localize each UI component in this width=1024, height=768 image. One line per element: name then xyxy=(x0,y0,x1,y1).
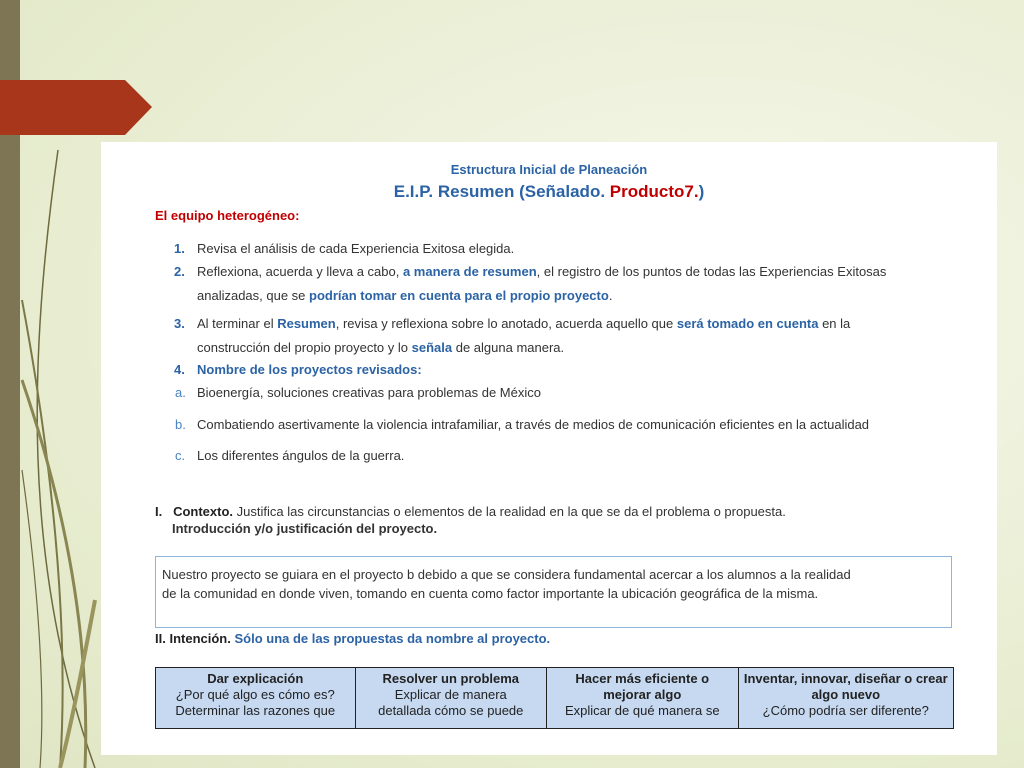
project-name: Combatiendo asertivamente la violencia intrafamiliar, a través de medios de comunicación eficientes en la actualidad xyxy=(197,417,870,432)
context-answer-box xyxy=(155,556,952,628)
step-label: Nombre de los proyectos revisados: xyxy=(197,362,422,377)
step-number: 4. xyxy=(174,362,185,377)
intention-section: II. Intención. Sólo una de las propuestas da nombre al proyecto. xyxy=(155,631,551,646)
document-title: Estructura Inicial de Planeación xyxy=(450,162,648,177)
project-letter: a. xyxy=(175,385,186,400)
step-text-continued: construcción del propio proyecto y lo señala de alguna manera. xyxy=(197,340,565,355)
step-text: Reflexiona, acuerda y lleva a cabo, a manera de resumen, el registro de los puntos de todas las Experiencias Exitosas xyxy=(197,264,887,279)
document-page xyxy=(101,142,997,755)
step-text-continued: analizadas, que se podrían tomar en cuenta para el propio proyecto. xyxy=(197,288,613,303)
step-text: Al terminar el Resumen, revisa y reflexiona sobre lo anotado, acuerda aquello que será tomado en cuenta en la xyxy=(197,316,851,331)
team-heading: El equipo heterogéneo: xyxy=(155,208,300,223)
intention-options-table xyxy=(155,667,954,729)
project-name: Los diferentes ángulos de la guerra. xyxy=(197,448,405,463)
option-cell: Dar explicación ¿Por qué algo es cómo es? Determinar las razones que xyxy=(156,668,356,729)
answer-line: Nuestro proyecto se guiara en el proyecto b debido a que se considera fundamental acercar a los alumnos a la realidad xyxy=(162,567,851,582)
document-subtitle: E.I.P. Resumen (Señalado. Producto7.) xyxy=(393,182,705,201)
project-letter: c. xyxy=(175,448,186,463)
step-number: 1. xyxy=(174,241,185,256)
step-number: 2. xyxy=(174,264,185,279)
context-subheading: Introducción y/o justificación del proyecto. xyxy=(172,521,438,536)
context-section: I. Contexto. Justifica las circunstancias o elementos de la realidad en la que se da el problema o propuesta. xyxy=(155,504,786,519)
slide-arrow-tag xyxy=(0,80,152,135)
project-name: Bioenergía, soluciones creativas para problemas de México xyxy=(197,385,541,400)
answer-line: de la comunidad en donde viven, tomando en cuenta como factor importante la ubicación geográfica de la misma. xyxy=(162,586,819,601)
option-cell: Resolver un problema Explicar de manera detallada cómo se puede xyxy=(355,668,547,729)
project-letter: b. xyxy=(175,417,186,432)
option-cell: Hacer más eficiente o mejorar algo Explicar de qué manera se xyxy=(547,668,739,729)
step-text: Revisa el análisis de cada Experiencia Exitosa elegida. xyxy=(197,241,515,256)
step-number: 3. xyxy=(174,316,185,331)
table-row xyxy=(156,668,954,729)
option-cell: Inventar, innovar, diseñar o crear algo nuevo ¿Cómo podría ser diferente? xyxy=(738,668,953,729)
